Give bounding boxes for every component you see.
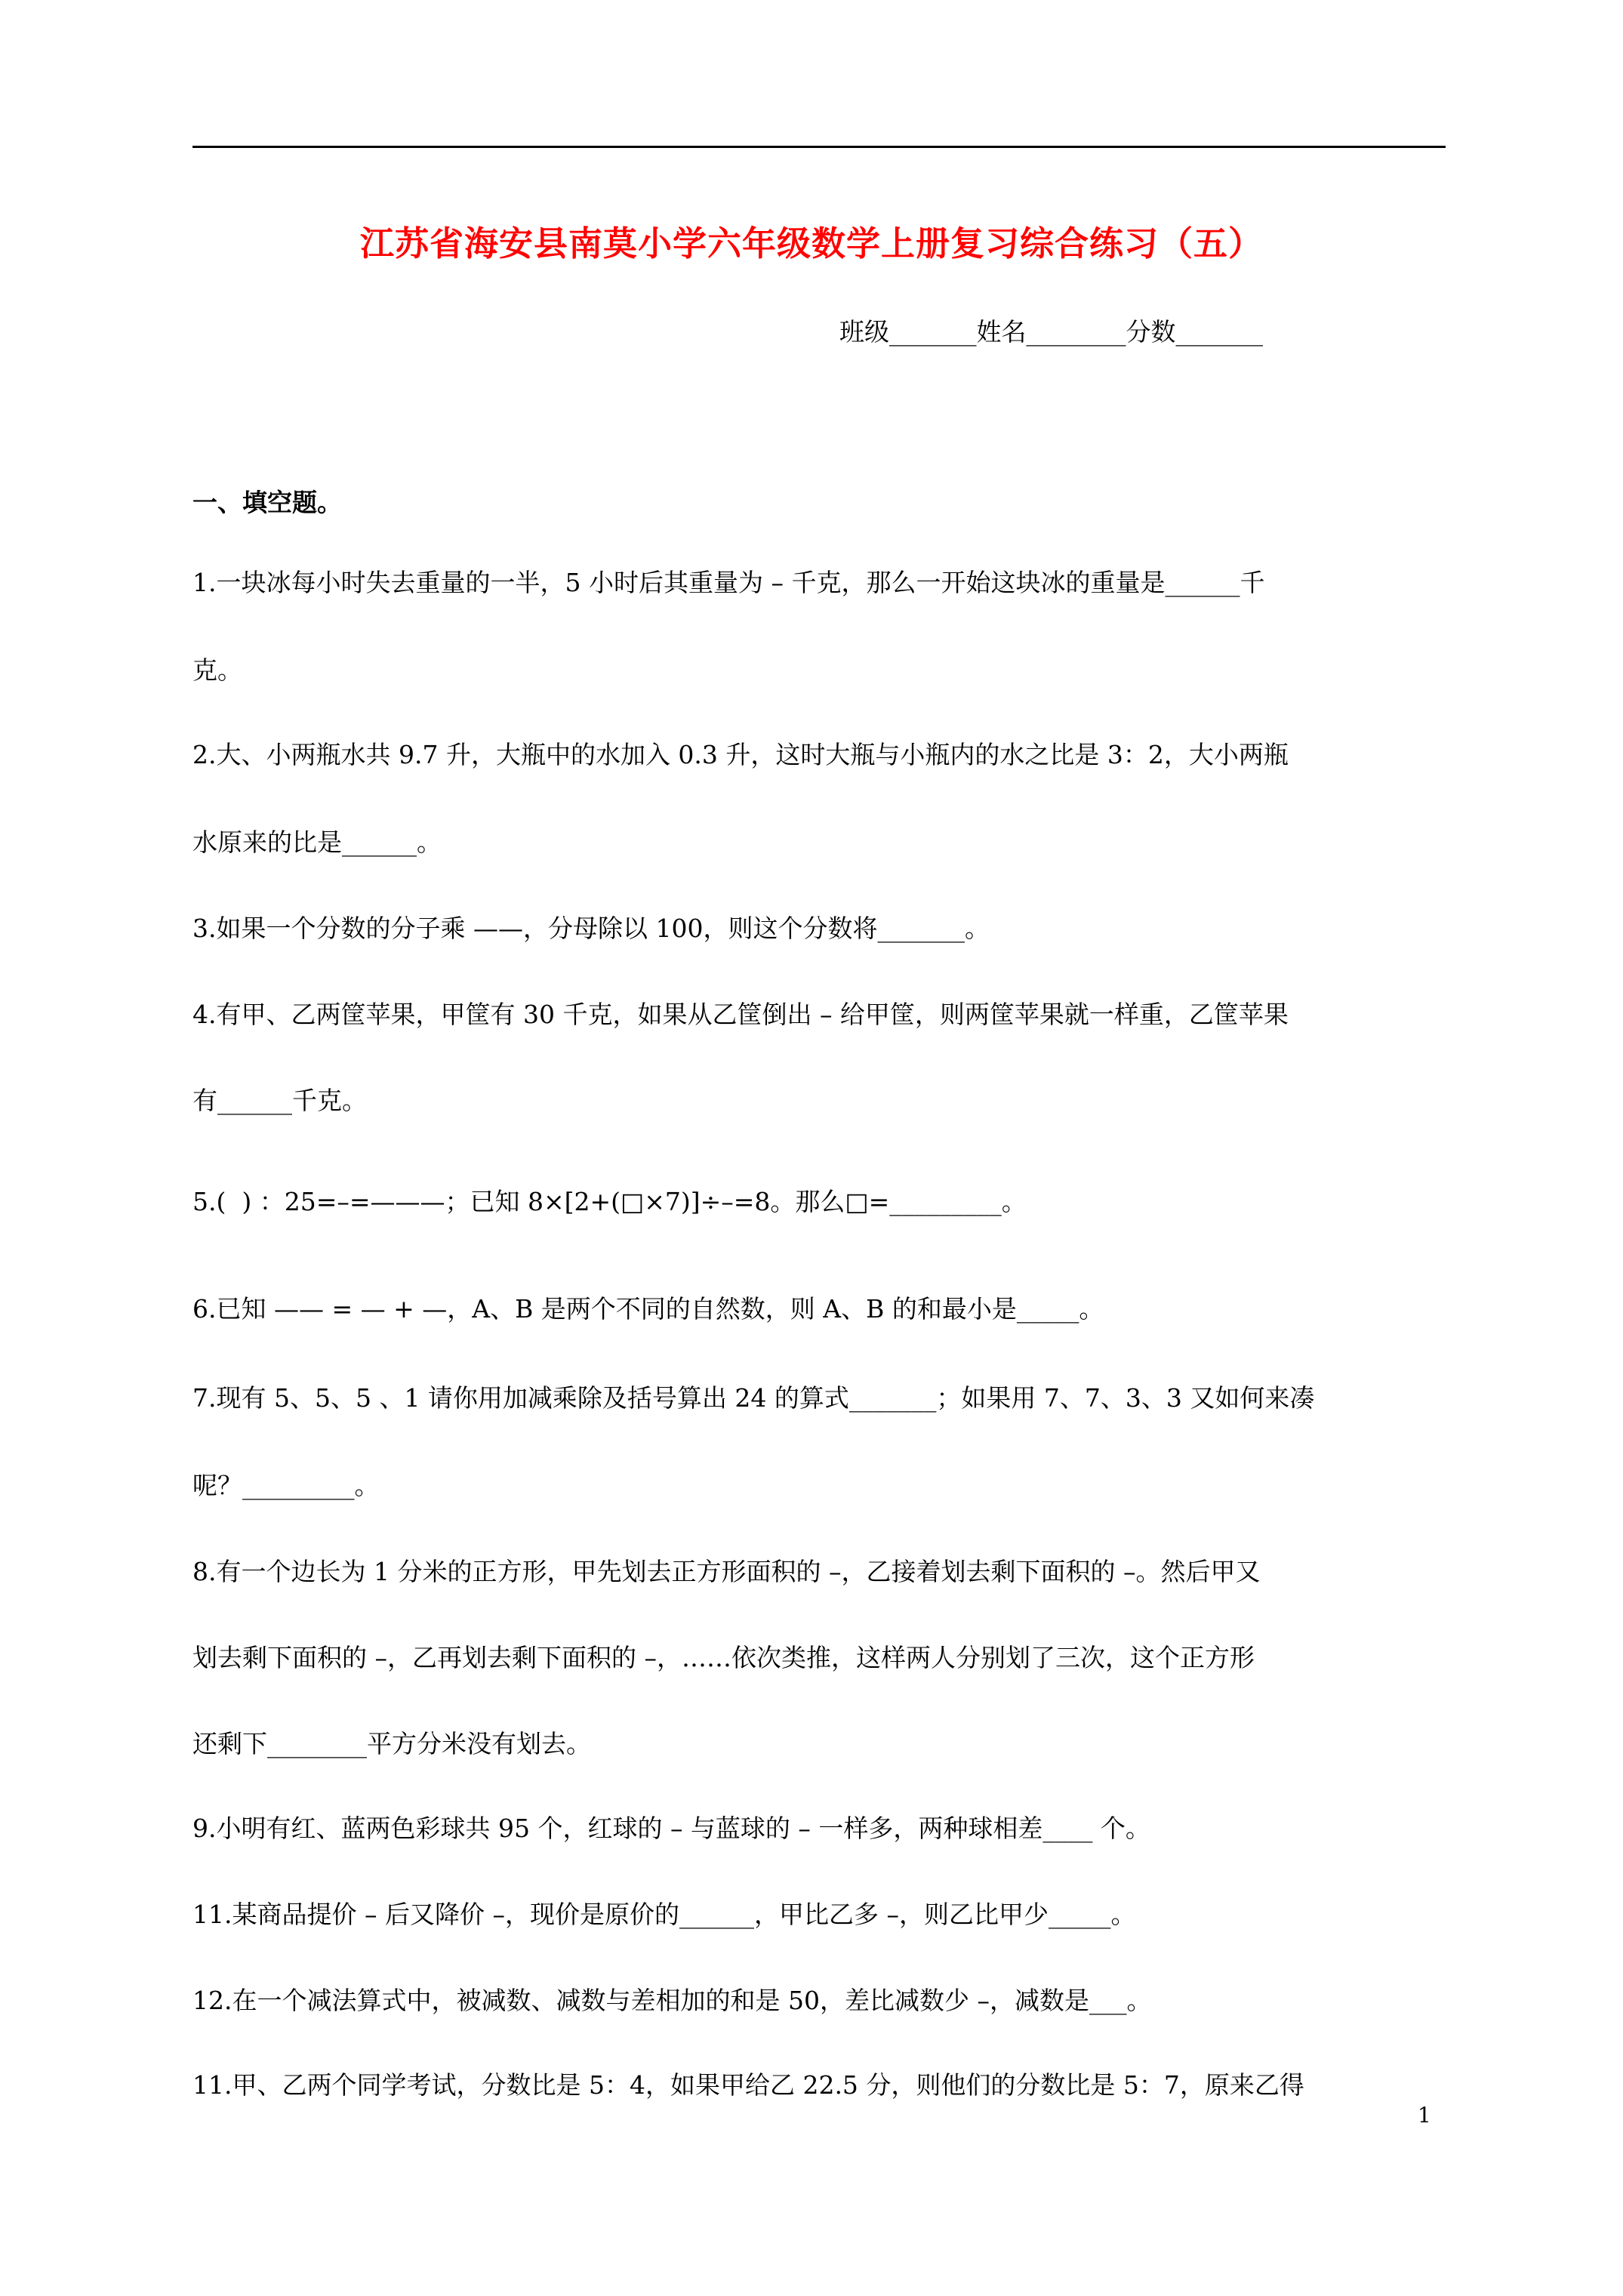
question-line: 3.如果一个分数的分子乘 ——，分母除以 100，则这个分数将_______。 (192, 914, 990, 943)
question-line: 有______千克。 (192, 1086, 367, 1115)
question-line: 11.甲、乙两个同学考试，分数比是 5：4，如果甲给乙 22.5 分，则他们的分数比是 5：7，原来乙得 (192, 2070, 1304, 2100)
question-line: 2.大、小两瓶水共 9.7 升，大瓶中的水加入 0.3 升，这时大瓶与小瓶内的水之比是 3：2，大小两瓶 (192, 740, 1289, 769)
page-number: 1 (1418, 2103, 1431, 2128)
question-line: 水原来的比是______。 (192, 827, 442, 857)
question-line: 克。 (192, 655, 242, 685)
question-line: 划去剩下面积的 –，乙再划去剩下面积的 –，……依次类推，这样两人分别划了三次，这个正方形 (192, 1643, 1255, 1672)
question-line: 4.有甲、乙两筐苹果，甲筐有 30 千克，如果从乙筐倒出 – 给甲筐，则两筐苹果就一样重，乙筐苹果 (192, 1000, 1289, 1029)
question-line: 5.( ) ：25=–=———；已知 8×[2+(□×7)]÷–=8。那么□=_________。 (192, 1187, 1027, 1216)
question-line: 还剩下________平方分米没有划去。 (192, 1729, 591, 1758)
question-line: 9.小明有红、蓝两色彩球共 95 个，红球的 – 与蓝球的 – 一样多，两种球相差____ 个。 (192, 1814, 1150, 1843)
question-line: 11.某商品提价 – 后又降价 –，现价是原价的______，甲比乙多 –，则乙比甲少_____。 (192, 1900, 1136, 1929)
question-line: 1.一块冰每小时失去重量的一半，5 小时后其重量为 – 千克，那么一开始这块冰的重量是______千 (192, 568, 1265, 597)
question-line: 7.现有 5、5、5 、1 请你用加减乘除及括号算出 24 的算式_______；如果用 7、7、3、3 又如何来凑 (192, 1383, 1315, 1413)
student-info-line: 班级_______姓名________分数_______ (839, 317, 1263, 347)
question-line: 8.有一个边长为 1 分米的正方形，甲先划去正方形面积的 –，乙接着划去剩下面积的 –。然后甲又 (192, 1557, 1261, 1586)
document-title: 江苏省海安县南莫小学六年级数学上册复习综合练习（五） (359, 223, 1263, 264)
header-rule (192, 146, 1446, 148)
section-heading: 一、填空题。 (192, 488, 342, 517)
question-line: 呢？_________。 (192, 1471, 380, 1500)
question-line: 6.已知 —— = — + —，A、B 是两个不同的自然数，则 A、B 的和最小是_____。 (192, 1294, 1104, 1324)
question-line: 12.在一个减法算式中，被减数、减数与差相加的和是 50，差比减数少 –，减数是___。 (192, 1986, 1152, 2015)
